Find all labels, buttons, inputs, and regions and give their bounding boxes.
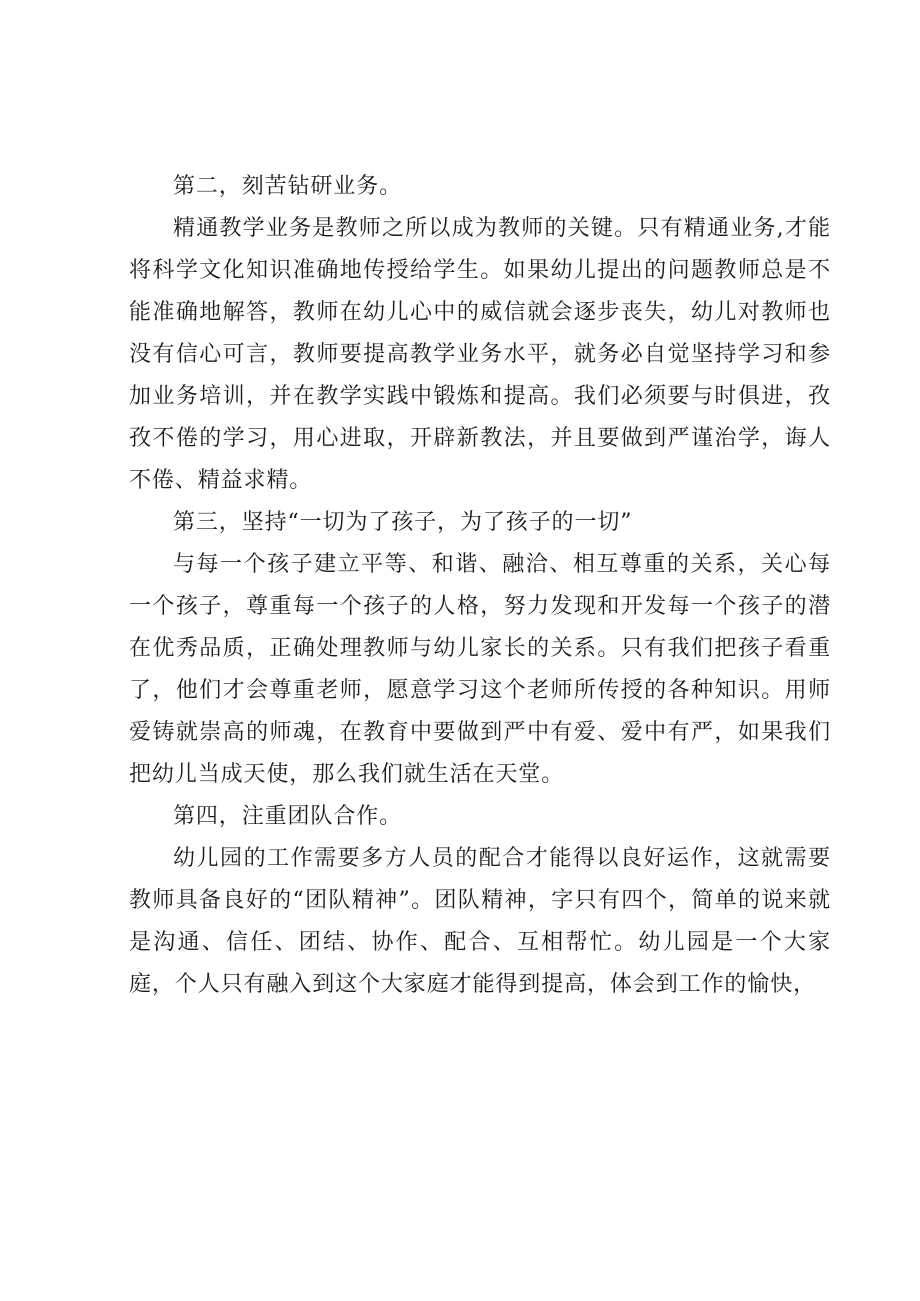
section-paragraph: 与每一个孩子建立平等、和谐、融洽、相互尊重的关系，关心每一个孩子，尊重每一个孩子的人格，努力发现和开发每一个孩子的潜在优秀品质，正确处理教师与幼儿家长的关系。只有我们把孩子看重了，他们才会尊重老师，愿意学习这个老师所传授的各种知识。用师爱铸就崇高的师魂，在教育中要做到严中有爱、爱中有严，如果我们把幼儿当成天使，那么我们就生活在天堂。 — [129, 552, 831, 787]
section-paragraph: 幼儿园的工作需要多方人员的配合才能得以良好运作，这就需要教师具备良好的“团队精神”。团队精神，字只有四个，简单的说来就是沟通、信任、团结、协作、配合、互相帮忙。幼儿园是一个大家庭，个人只有融入到这个大家庭才能得到提高，体会到工作的愉快， — [129, 846, 831, 997]
section-heading: 第二，刻苦钻研业务。 — [173, 174, 403, 199]
section-paragraph: 精通教学业务是教师之所以成为教师的关键。只有精通业务,才能将科学文化知识准确地传授给学生。如果幼儿提出的问题教师总是不能准确地解答，教师在幼儿心中的威信就会逐步丧失，幼儿对教师也没有信心可言，教师要提高教学业务水平，就务必自觉坚持学习和参加业务培训，并在教学实践中锻炼和提高。我们必须要与时俱进，孜孜不倦的学习，用心进取，开辟新教法，并且要做到严谨治学，诲人不倦、精益求精。 — [129, 216, 831, 493]
section-heading: 第四，注重团队合作。 — [173, 804, 403, 829]
section-heading: 第三，坚持“一切为了孩子，为了孩子的一切” — [173, 510, 633, 535]
document-body — [129, 166, 831, 1006]
